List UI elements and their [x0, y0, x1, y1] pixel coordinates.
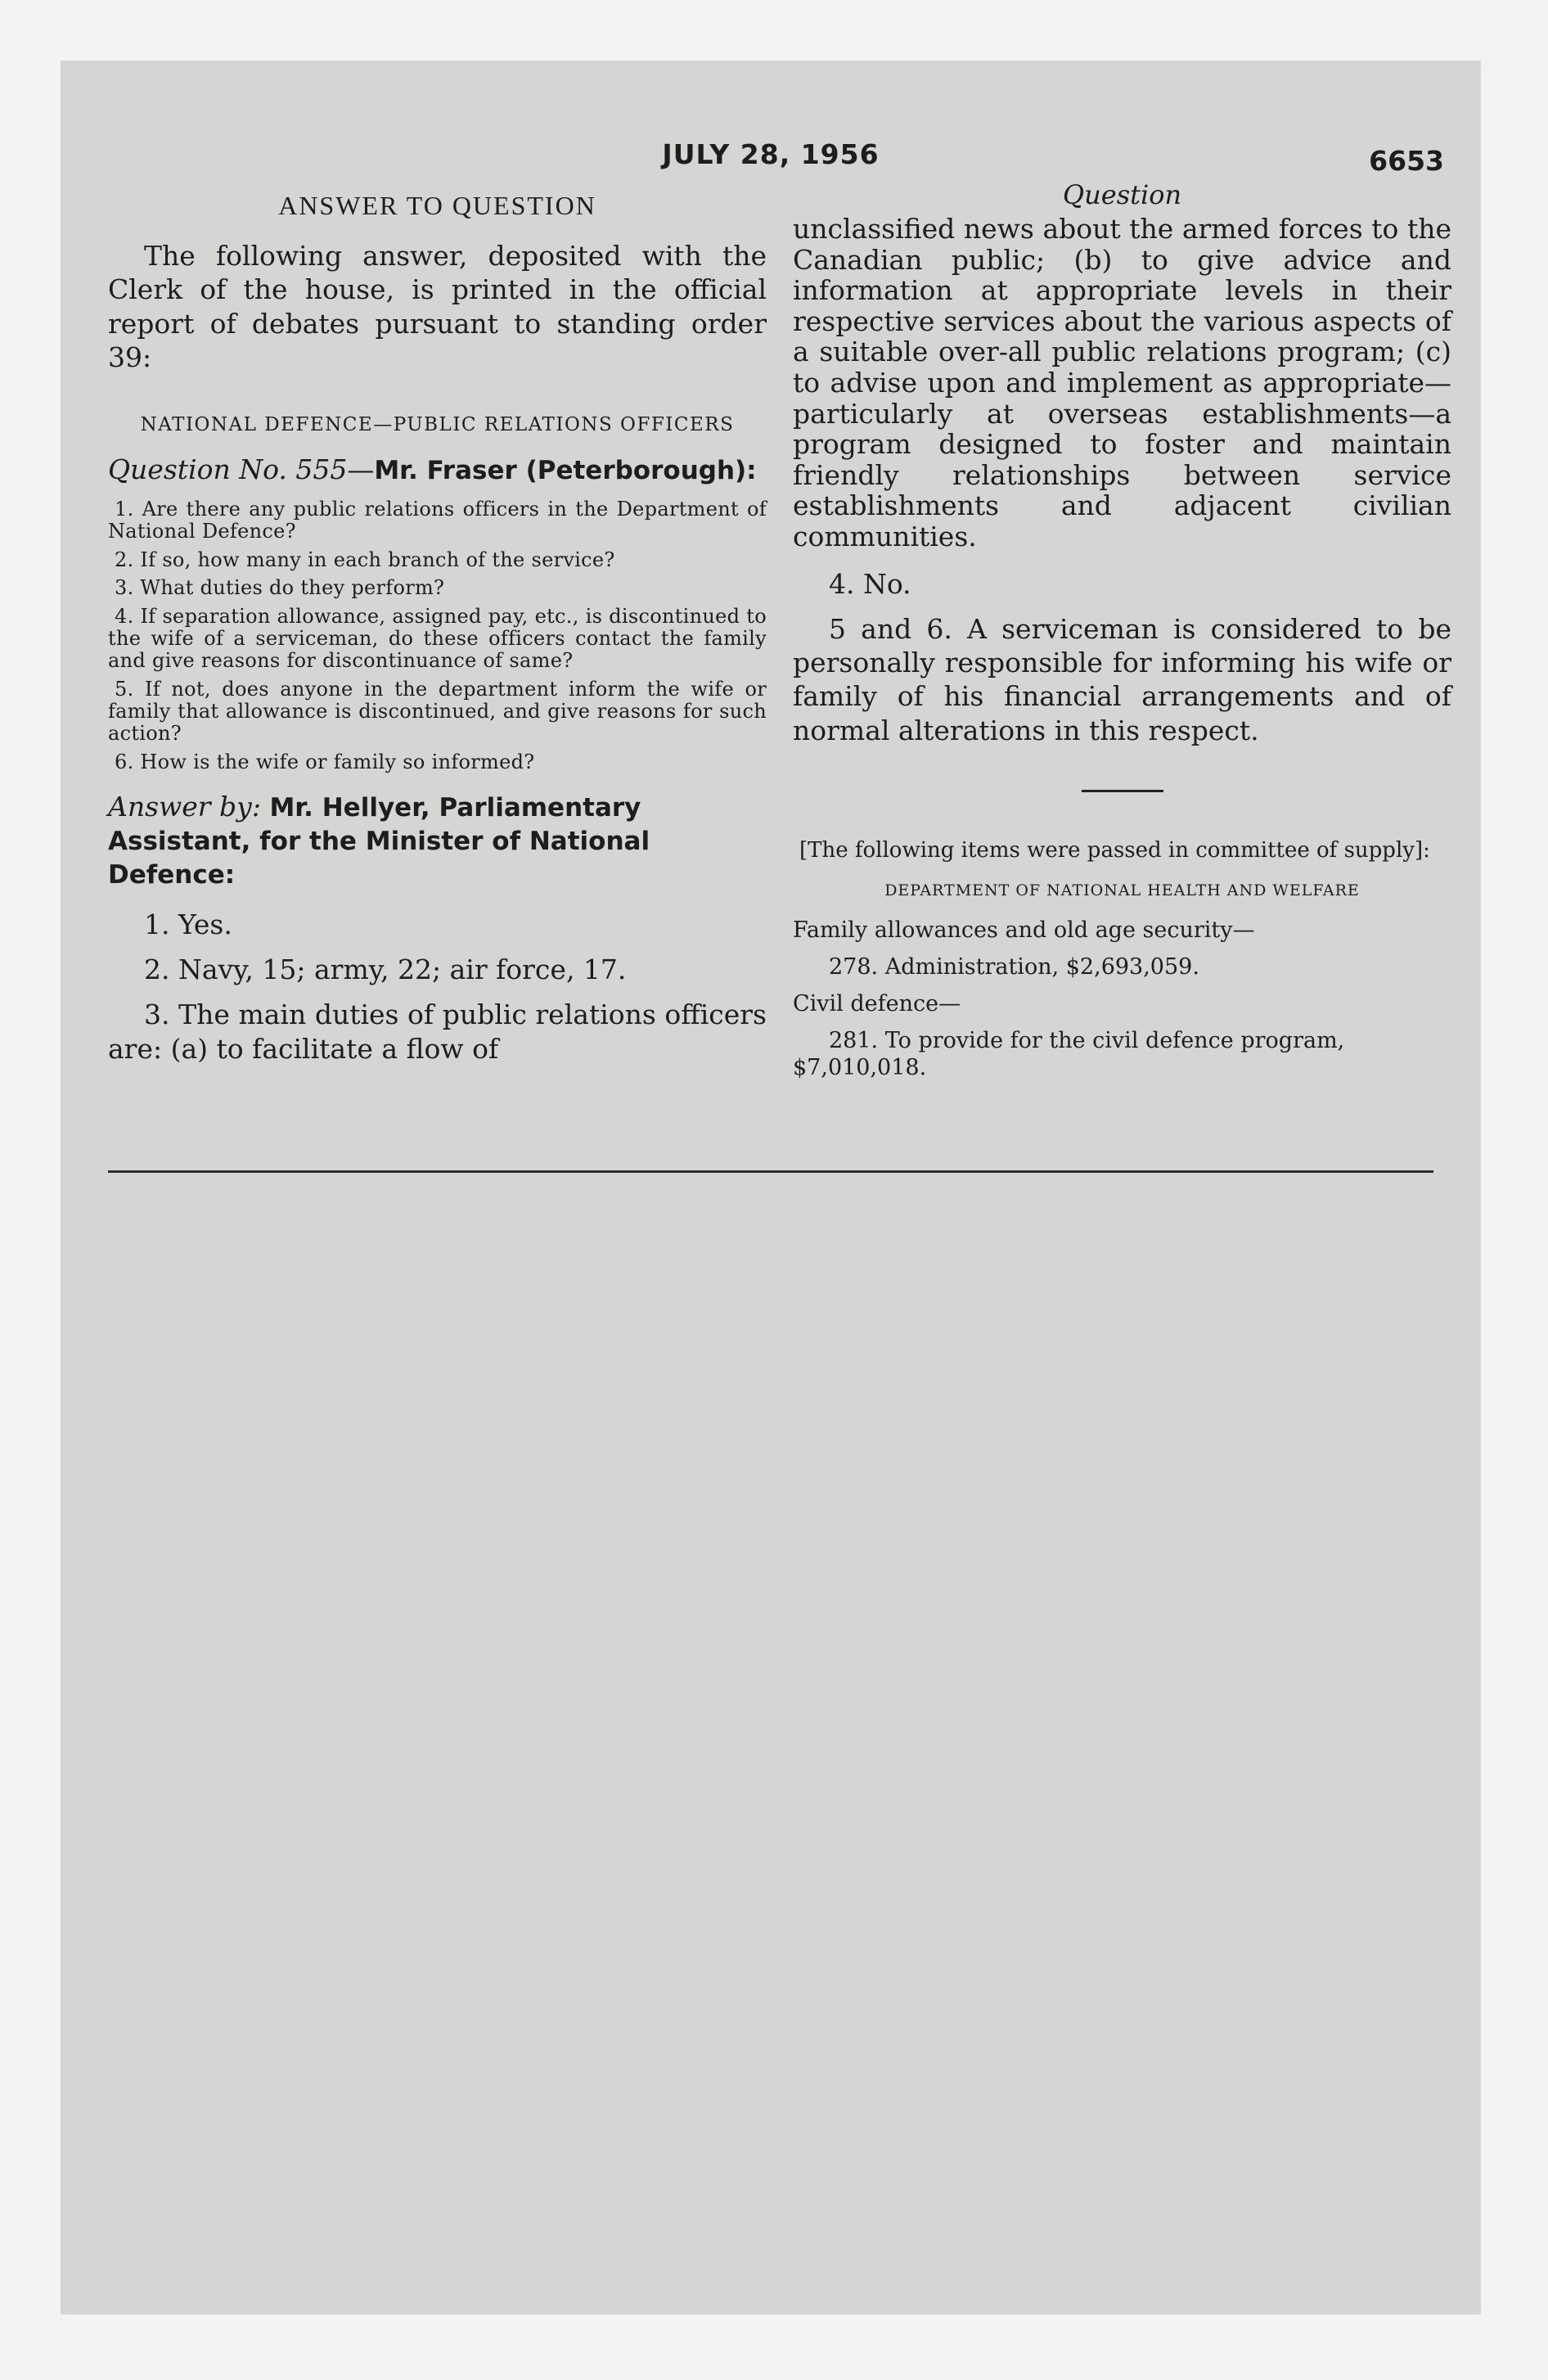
answer-item-1: 1. Yes.	[144, 908, 232, 940]
question-item-2: 2. If so, how many in each branch of the service?	[115, 548, 615, 571]
item-278: 278. Administration, $2,693,059.	[829, 954, 1199, 980]
item-281: 281. To provide for the civil defence program, $7,010,018.	[793, 1027, 1345, 1080]
question-item-4: 4. If separation allowance, assigned pay, etc., is discontinued to the wife of a serviceman, do these officers contact the family and give reasons for discontinuance of same?	[108, 605, 767, 673]
answer-item-2: 2. Navy, 15; army, 22; air force, 17.	[144, 953, 627, 986]
answer-by-line	[108, 791, 767, 890]
committee-note: [The following items were passed in committee of supply]:	[799, 837, 1430, 863]
answer-item-3: 3. The main duties of public relations officers are: (a) to facilitate a flow of	[108, 998, 767, 1065]
answer-item-5-6: 5 and 6. A serviceman is considered to be personally responsible for informing his wife or family of his financial arrangements and of normal alterations in this respect.	[793, 612, 1451, 746]
page-date: JULY 28, 1956	[662, 138, 880, 170]
answer-member: Mr. Hellyer, Parliamentary Assistant, for the Minister of National Defence:	[108, 793, 650, 890]
question-member: Mr. Fraser (Peterborough):	[374, 455, 757, 485]
left-column	[108, 179, 767, 1077]
question-item-3: 3. What duties do they perform?	[115, 576, 445, 600]
department-heading: DEPARTMENT OF NATIONAL HEALTH AND WELFARE	[884, 881, 1360, 900]
item-civil-defence: Civil defence—	[793, 991, 961, 1017]
answer-label: Answer by:	[108, 791, 261, 823]
bottom-rule	[108, 1170, 1433, 1173]
question-item-5: 5. If not, does anyone in the department inform the wife or family that allowance is discontinued, and give reasons for such action?	[108, 677, 767, 745]
page-sheet	[61, 61, 1481, 2315]
intro-paragraph: The following answer, deposited with the Clerk of the house, is printed in the official report of debates pursuant to standing order 39:	[108, 240, 767, 373]
right-column	[793, 179, 1451, 1092]
question-dash: —	[347, 453, 375, 485]
question-item-6: 6. How is the wife or family so informed?	[115, 750, 535, 773]
section-heading: ANSWER TO QUESTION	[278, 191, 596, 220]
question-line	[108, 453, 767, 485]
question-label: Question No. 555	[108, 453, 348, 485]
answer-item-4: 4. No.	[829, 567, 911, 600]
question-item-1: 1. Are there any public relations officers in the Department of National Defence?	[108, 497, 767, 543]
page-number: 6653	[1369, 145, 1444, 177]
answer-continuation: unclassified news about the armed forces to the Canadian public; (b) to give advice and information at appropriate levels in their respective services about the various aspects of a suitable over-all public relations program; (c) to advise upon and implement as appropriate—particularly at overseas establishments—a program designed to foster and maintain friendly relationships between service establishments and adjacent civilian communities.	[793, 213, 1451, 553]
running-header	[61, 138, 1481, 179]
item-family-allowances: Family allowances and old age security—	[793, 917, 1255, 944]
column-subheading: Question	[1062, 179, 1182, 210]
question-topic: NATIONAL DEFENCE—PUBLIC RELATIONS OFFICERS	[140, 414, 735, 435]
section-divider	[1082, 790, 1163, 792]
